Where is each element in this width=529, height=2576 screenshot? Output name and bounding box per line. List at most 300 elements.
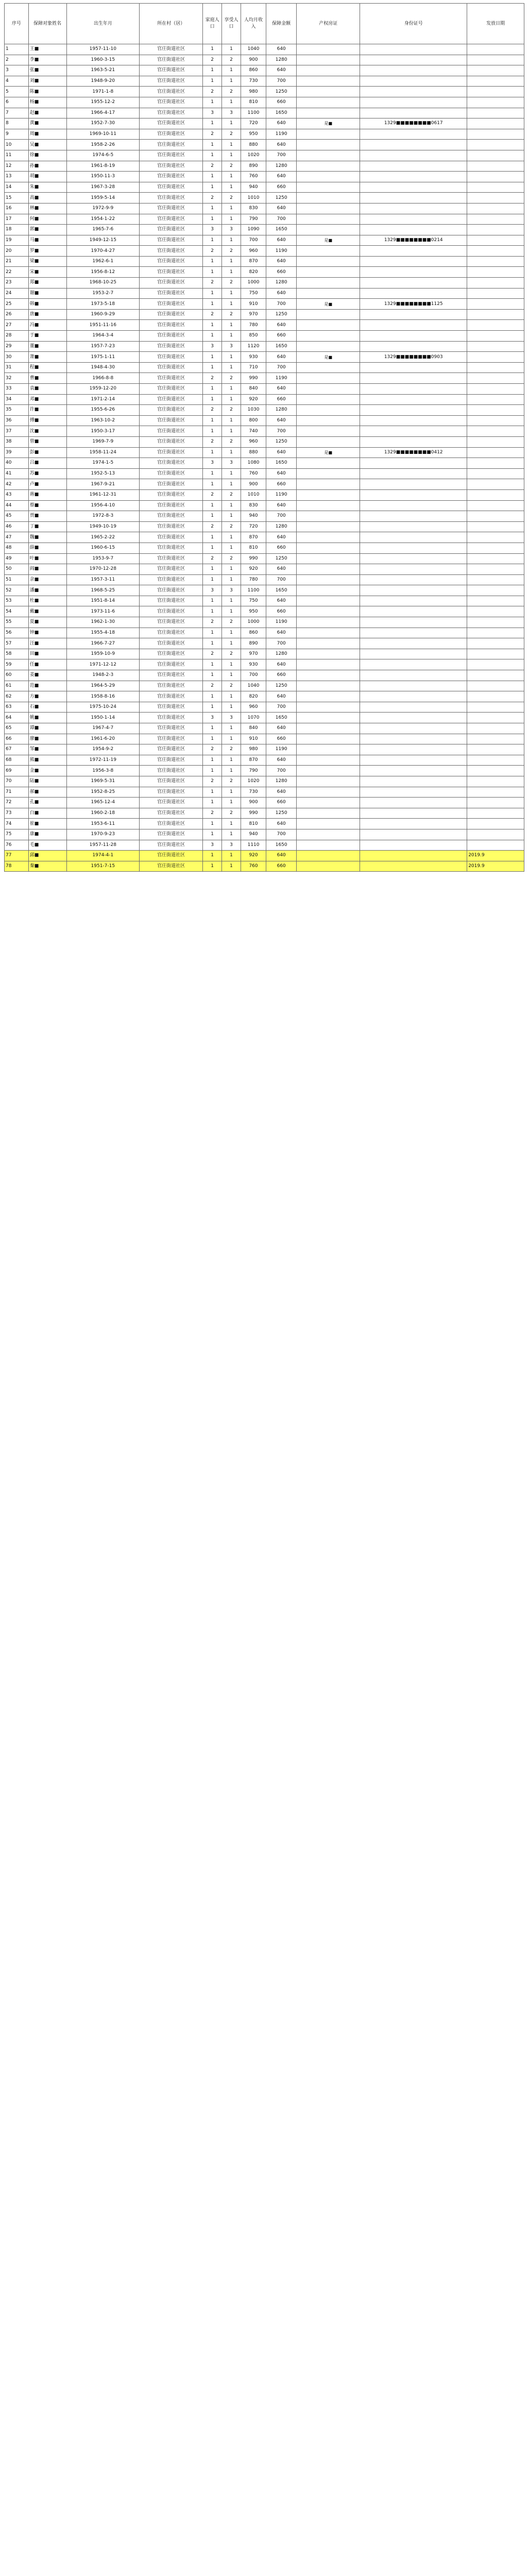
header-cell: 身份证号 xyxy=(360,4,467,44)
table-cell: 1956-8-12 xyxy=(66,267,140,278)
table-cell: 罗■ xyxy=(28,246,66,257)
table-cell: 61 xyxy=(5,681,29,691)
table-cell: 1040 xyxy=(241,44,266,55)
table-row xyxy=(5,203,524,214)
table-cell xyxy=(467,606,524,617)
table-row xyxy=(5,500,524,511)
table-cell: 710 xyxy=(241,362,266,373)
table-row xyxy=(5,87,524,97)
table-cell: 75 xyxy=(5,829,29,840)
table-cell xyxy=(297,150,360,161)
table-cell: 1950-11-3 xyxy=(66,172,140,182)
table-cell: 860 xyxy=(241,65,266,76)
table-cell: 1 xyxy=(222,861,241,872)
table-cell xyxy=(467,256,524,267)
table-cell: 5 xyxy=(5,87,29,97)
table-cell: 魏■ xyxy=(28,532,66,543)
table-cell xyxy=(467,288,524,299)
table-cell: 官庄街道社区 xyxy=(140,108,203,118)
table-cell xyxy=(360,829,467,840)
table-cell: 邹■ xyxy=(28,744,66,755)
table-cell xyxy=(297,193,360,204)
table-cell xyxy=(297,384,360,395)
table-cell: 640 xyxy=(266,203,297,214)
table-cell xyxy=(360,500,467,511)
table-cell: 68 xyxy=(5,755,29,766)
table-cell: 官庄街道社区 xyxy=(140,150,203,161)
table-cell xyxy=(360,691,467,702)
table-cell: 3 xyxy=(222,713,241,723)
table-cell xyxy=(467,511,524,522)
table-cell: 730 xyxy=(241,787,266,798)
table-cell: 于■ xyxy=(28,331,66,342)
table-cell: 邱■ xyxy=(28,851,66,861)
table-cell: 1965-2-22 xyxy=(66,532,140,543)
table-cell xyxy=(467,352,524,363)
table-cell: 1 xyxy=(203,723,222,734)
table-cell xyxy=(467,543,524,553)
table-cell: 18 xyxy=(5,225,29,235)
table-cell: 1953-2-7 xyxy=(66,288,140,299)
table-cell: 1955-6-26 xyxy=(66,405,140,416)
table-cell: 1968-10-25 xyxy=(66,278,140,289)
header-cell: 所在村（居） xyxy=(140,4,203,44)
table-cell: 1 xyxy=(222,500,241,511)
table-cell: 1 xyxy=(222,76,241,87)
table-cell: 46 xyxy=(5,521,29,532)
table-cell: 官庄街道社区 xyxy=(140,436,203,447)
table-cell: 640 xyxy=(266,320,297,331)
table-cell xyxy=(467,659,524,670)
table-cell: 马■ xyxy=(28,235,66,246)
table-cell: 潘■ xyxy=(28,585,66,596)
table-cell xyxy=(360,225,467,235)
table-cell: 官庄街道社区 xyxy=(140,394,203,405)
table-cell: 50 xyxy=(5,564,29,575)
table-cell: 1 xyxy=(222,702,241,713)
table-cell xyxy=(360,787,467,798)
table-cell xyxy=(297,87,360,97)
table-cell: 邓■ xyxy=(28,394,66,405)
table-cell: 1 xyxy=(203,766,222,776)
table-row xyxy=(5,681,524,691)
table-cell: 26 xyxy=(5,309,29,320)
table-row xyxy=(5,489,524,500)
table-cell: 朱■ xyxy=(28,182,66,193)
table-cell: 840 xyxy=(241,723,266,734)
table-cell: 640 xyxy=(266,65,297,76)
table-cell xyxy=(360,76,467,87)
table-cell xyxy=(297,798,360,808)
table-cell: 1190 xyxy=(266,129,297,140)
table-cell xyxy=(467,829,524,840)
table-cell: 640 xyxy=(266,723,297,734)
table-cell: 1 xyxy=(5,44,29,55)
table-cell: 950 xyxy=(241,606,266,617)
table-cell: 930 xyxy=(241,352,266,363)
table-cell xyxy=(297,840,360,851)
table-cell xyxy=(360,203,467,214)
table-row xyxy=(5,734,524,744)
table-cell: 官庄街道社区 xyxy=(140,97,203,108)
table-cell: 970 xyxy=(241,309,266,320)
table-cell: 790 xyxy=(241,766,266,776)
table-cell: 1 xyxy=(203,734,222,744)
table-cell: 官庄街道社区 xyxy=(140,511,203,522)
table-cell: 官庄街道社区 xyxy=(140,787,203,798)
table-cell: 2 xyxy=(222,744,241,755)
table-cell: 10 xyxy=(5,140,29,150)
table-cell xyxy=(467,521,524,532)
table-cell: 22 xyxy=(5,267,29,278)
table-cell: 白■ xyxy=(28,808,66,819)
table-cell xyxy=(360,596,467,606)
table-cell: 660 xyxy=(266,861,297,872)
table-cell: 9 xyxy=(5,129,29,140)
table-cell: 1974-1-5 xyxy=(66,458,140,469)
table-cell: 官庄街道社区 xyxy=(140,373,203,384)
table-cell: 51 xyxy=(5,574,29,585)
table-cell: 3 xyxy=(222,225,241,235)
table-cell xyxy=(360,140,467,150)
table-cell: 1973-5-18 xyxy=(66,299,140,310)
table-row xyxy=(5,755,524,766)
table-cell: 48 xyxy=(5,543,29,553)
table-row xyxy=(5,426,524,437)
table-cell xyxy=(467,766,524,776)
table-cell: 1971-12-12 xyxy=(66,659,140,670)
table-cell: 郭■ xyxy=(28,225,66,235)
table-cell: 官庄街道社区 xyxy=(140,299,203,310)
table-cell: 何■ xyxy=(28,214,66,225)
table-cell: 官庄街道社区 xyxy=(140,574,203,585)
table-cell: 2 xyxy=(203,617,222,628)
table-cell: 700 xyxy=(266,511,297,522)
table-cell: 830 xyxy=(241,203,266,214)
table-cell: 1962-1-30 xyxy=(66,617,140,628)
table-cell: 官庄街道社区 xyxy=(140,182,203,193)
table-cell: 1650 xyxy=(266,225,297,235)
table-cell xyxy=(467,819,524,829)
table-cell: 官庄街道社区 xyxy=(140,246,203,257)
table-cell: 2 xyxy=(203,489,222,500)
table-cell: 2 xyxy=(222,553,241,564)
table-cell: 700 xyxy=(241,235,266,246)
table-cell xyxy=(360,331,467,342)
table-cell xyxy=(360,681,467,691)
table-cell: 850 xyxy=(241,331,266,342)
table-row xyxy=(5,617,524,628)
table-cell xyxy=(360,776,467,787)
table-cell: 彭■ xyxy=(28,447,66,458)
table-cell: 1 xyxy=(203,670,222,681)
table-cell: 1 xyxy=(203,214,222,225)
table-cell: 2 xyxy=(222,246,241,257)
table-cell: 官庄街道社区 xyxy=(140,659,203,670)
table-cell: 1 xyxy=(203,851,222,861)
table-cell: 45 xyxy=(5,511,29,522)
table-cell: 1 xyxy=(203,288,222,299)
table-row xyxy=(5,468,524,479)
table-cell: 1 xyxy=(203,606,222,617)
table-cell xyxy=(297,489,360,500)
table-cell: 1960-6-15 xyxy=(66,543,140,553)
table-cell: 1962-6-1 xyxy=(66,256,140,267)
table-cell: 1 xyxy=(222,299,241,310)
table-cell: 1 xyxy=(222,532,241,543)
table-cell: 胡■ xyxy=(28,172,66,182)
table-cell xyxy=(467,373,524,384)
table-cell xyxy=(360,606,467,617)
table-cell xyxy=(297,776,360,787)
table-cell: 2 xyxy=(203,55,222,65)
table-cell: 890 xyxy=(241,638,266,649)
table-cell: 官庄街道社区 xyxy=(140,415,203,426)
table-cell: 1 xyxy=(203,755,222,766)
table-cell: 1 xyxy=(203,596,222,606)
table-cell: 990 xyxy=(241,808,266,819)
table-cell xyxy=(360,670,467,681)
table-cell: 1 xyxy=(222,564,241,575)
table-cell xyxy=(360,373,467,384)
table-cell xyxy=(297,511,360,522)
table-cell: 1954-9-2 xyxy=(66,744,140,755)
table-cell xyxy=(297,479,360,490)
table-cell xyxy=(297,723,360,734)
table-cell: 1020 xyxy=(241,150,266,161)
table-cell xyxy=(467,118,524,129)
table-cell: 1190 xyxy=(266,373,297,384)
table-cell: 56 xyxy=(5,628,29,638)
table-cell xyxy=(467,320,524,331)
table-cell xyxy=(467,500,524,511)
table-cell: 官庄街道社区 xyxy=(140,564,203,575)
table-cell: 640 xyxy=(266,691,297,702)
table-cell: 官庄街道社区 xyxy=(140,638,203,649)
table-cell xyxy=(467,479,524,490)
table-row xyxy=(5,331,524,342)
table-cell: 750 xyxy=(241,288,266,299)
table-cell xyxy=(297,65,360,76)
table-cell: 1959-5-14 xyxy=(66,193,140,204)
table-cell: 870 xyxy=(241,532,266,543)
table-cell: 1961-6-20 xyxy=(66,734,140,744)
table-cell: 640 xyxy=(266,564,297,575)
table-cell xyxy=(360,744,467,755)
table-row xyxy=(5,172,524,182)
table-cell xyxy=(297,744,360,755)
table-cell: 1 xyxy=(222,267,241,278)
table-cell: 64 xyxy=(5,713,29,723)
table-cell: 74 xyxy=(5,819,29,829)
table-cell: 1967-3-28 xyxy=(66,182,140,193)
table-cell: 官庄街道社区 xyxy=(140,553,203,564)
table-row xyxy=(5,829,524,840)
table-cell: 57 xyxy=(5,638,29,649)
table-cell: 官庄街道社区 xyxy=(140,744,203,755)
table-cell: 1957-11-10 xyxy=(66,44,140,55)
table-cell xyxy=(297,596,360,606)
table-cell: 1 xyxy=(203,787,222,798)
table-cell: 1957-7-23 xyxy=(66,341,140,352)
header-cell: 保障对象姓名 xyxy=(28,4,66,44)
table-cell: 2 xyxy=(222,776,241,787)
header-cell: 出生年月 xyxy=(66,4,140,44)
table-cell: 1650 xyxy=(266,585,297,596)
table-cell xyxy=(297,331,360,342)
table-cell: 21 xyxy=(5,256,29,267)
roster-table xyxy=(4,3,524,872)
table-cell: 2 xyxy=(203,405,222,416)
table-cell: 4 xyxy=(5,76,29,87)
table-cell: 1 xyxy=(203,384,222,395)
table-cell: 2 xyxy=(222,55,241,65)
table-cell: 640 xyxy=(266,787,297,798)
table-cell xyxy=(297,362,360,373)
table-cell: 董■ xyxy=(28,341,66,352)
table-cell: 660 xyxy=(266,670,297,681)
table-cell: 37 xyxy=(5,426,29,437)
table-row xyxy=(5,659,524,670)
table-cell: 1650 xyxy=(266,713,297,723)
table-cell: 1975-1-11 xyxy=(66,352,140,363)
table-cell: 920 xyxy=(241,564,266,575)
table-cell: 1329■■■■■■■■1125 xyxy=(360,299,467,310)
table-cell: 1 xyxy=(222,140,241,150)
table-cell: 1 xyxy=(222,118,241,129)
table-cell: 1 xyxy=(203,628,222,638)
table-cell: 950 xyxy=(241,129,266,140)
table-cell: 1 xyxy=(222,415,241,426)
table-cell: 1 xyxy=(222,543,241,553)
table-cell: 73 xyxy=(5,808,29,819)
table-row xyxy=(5,76,524,87)
table-cell: 77 xyxy=(5,851,29,861)
table-cell: 1 xyxy=(222,362,241,373)
table-cell: 1972-8-3 xyxy=(66,511,140,522)
table-row xyxy=(5,511,524,522)
table-cell: 1 xyxy=(222,384,241,395)
table-cell xyxy=(297,702,360,713)
table-cell xyxy=(297,521,360,532)
table-cell: 官庄街道社区 xyxy=(140,55,203,65)
table-cell xyxy=(360,405,467,416)
table-cell xyxy=(467,628,524,638)
table-cell xyxy=(360,564,467,575)
table-cell: 2 xyxy=(222,193,241,204)
table-cell: 790 xyxy=(241,214,266,225)
table-cell: 1010 xyxy=(241,193,266,204)
table-cell: 田■ xyxy=(28,649,66,659)
table-row xyxy=(5,55,524,65)
table-row xyxy=(5,150,524,161)
table-cell: 钟■ xyxy=(28,628,66,638)
table-row xyxy=(5,225,524,235)
table-cell: 940 xyxy=(241,182,266,193)
table-cell: 860 xyxy=(241,628,266,638)
table-cell: 1 xyxy=(222,766,241,776)
table-cell: 官庄街道社区 xyxy=(140,129,203,140)
table-cell: 820 xyxy=(241,691,266,702)
table-cell: 杜■ xyxy=(28,596,66,606)
table-cell: 640 xyxy=(266,659,297,670)
table-cell xyxy=(360,161,467,172)
table-cell: 官庄街道社区 xyxy=(140,161,203,172)
table-cell: 汪■ xyxy=(28,638,66,649)
table-cell: 1959-12-20 xyxy=(66,384,140,395)
table-cell: 920 xyxy=(241,851,266,861)
table-cell xyxy=(297,373,360,384)
table-cell xyxy=(467,341,524,352)
table-cell: 3 xyxy=(203,225,222,235)
roster-sheet xyxy=(4,3,524,872)
table-cell xyxy=(360,44,467,55)
table-cell: 官庄街道社区 xyxy=(140,87,203,97)
table-cell: 53 xyxy=(5,596,29,606)
table-cell xyxy=(297,76,360,87)
table-cell xyxy=(360,362,467,373)
table-cell: 640 xyxy=(266,256,297,267)
table-row xyxy=(5,436,524,447)
table-cell xyxy=(360,798,467,808)
table-cell: 2 xyxy=(203,776,222,787)
table-row xyxy=(5,44,524,55)
table-row xyxy=(5,299,524,310)
table-cell: 1 xyxy=(222,426,241,437)
table-cell: 官庄街道社区 xyxy=(140,267,203,278)
table-cell xyxy=(360,851,467,861)
table-cell: 1250 xyxy=(266,87,297,97)
table-cell xyxy=(467,140,524,150)
table-cell: 17 xyxy=(5,214,29,225)
table-cell: 640 xyxy=(266,384,297,395)
table-cell: 990 xyxy=(241,373,266,384)
table-cell: 1 xyxy=(222,511,241,522)
table-row xyxy=(5,341,524,352)
table-cell: 660 xyxy=(266,734,297,744)
table-cell: 1329■■■■■■■■0214 xyxy=(360,235,467,246)
table-cell: 戴■ xyxy=(28,606,66,617)
table-cell: 1961-12-31 xyxy=(66,489,140,500)
table-row xyxy=(5,628,524,638)
table-cell: 1 xyxy=(203,829,222,840)
table-cell: 吕■ xyxy=(28,458,66,469)
table-cell xyxy=(360,840,467,851)
table-cell: 1958-11-24 xyxy=(66,447,140,458)
table-cell: 1959-10-9 xyxy=(66,649,140,659)
table-cell xyxy=(360,150,467,161)
table-cell: 1280 xyxy=(266,278,297,289)
table-cell: 1974-4-1 xyxy=(66,851,140,861)
table-cell: 1020 xyxy=(241,776,266,787)
table-cell: 1 xyxy=(203,320,222,331)
table-cell: 640 xyxy=(266,44,297,55)
table-cell xyxy=(360,468,467,479)
table-cell xyxy=(360,617,467,628)
table-row xyxy=(5,798,524,808)
table-cell: 640 xyxy=(266,468,297,479)
table-cell: 1 xyxy=(203,299,222,310)
table-cell xyxy=(360,734,467,744)
table-cell xyxy=(467,691,524,702)
table-cell xyxy=(467,755,524,766)
table-cell: 曹■ xyxy=(28,373,66,384)
table-row xyxy=(5,543,524,553)
table-cell xyxy=(360,278,467,289)
table-cell: 900 xyxy=(241,798,266,808)
table-cell: 1971-1-8 xyxy=(66,87,140,97)
table-cell: 卢■ xyxy=(28,479,66,490)
